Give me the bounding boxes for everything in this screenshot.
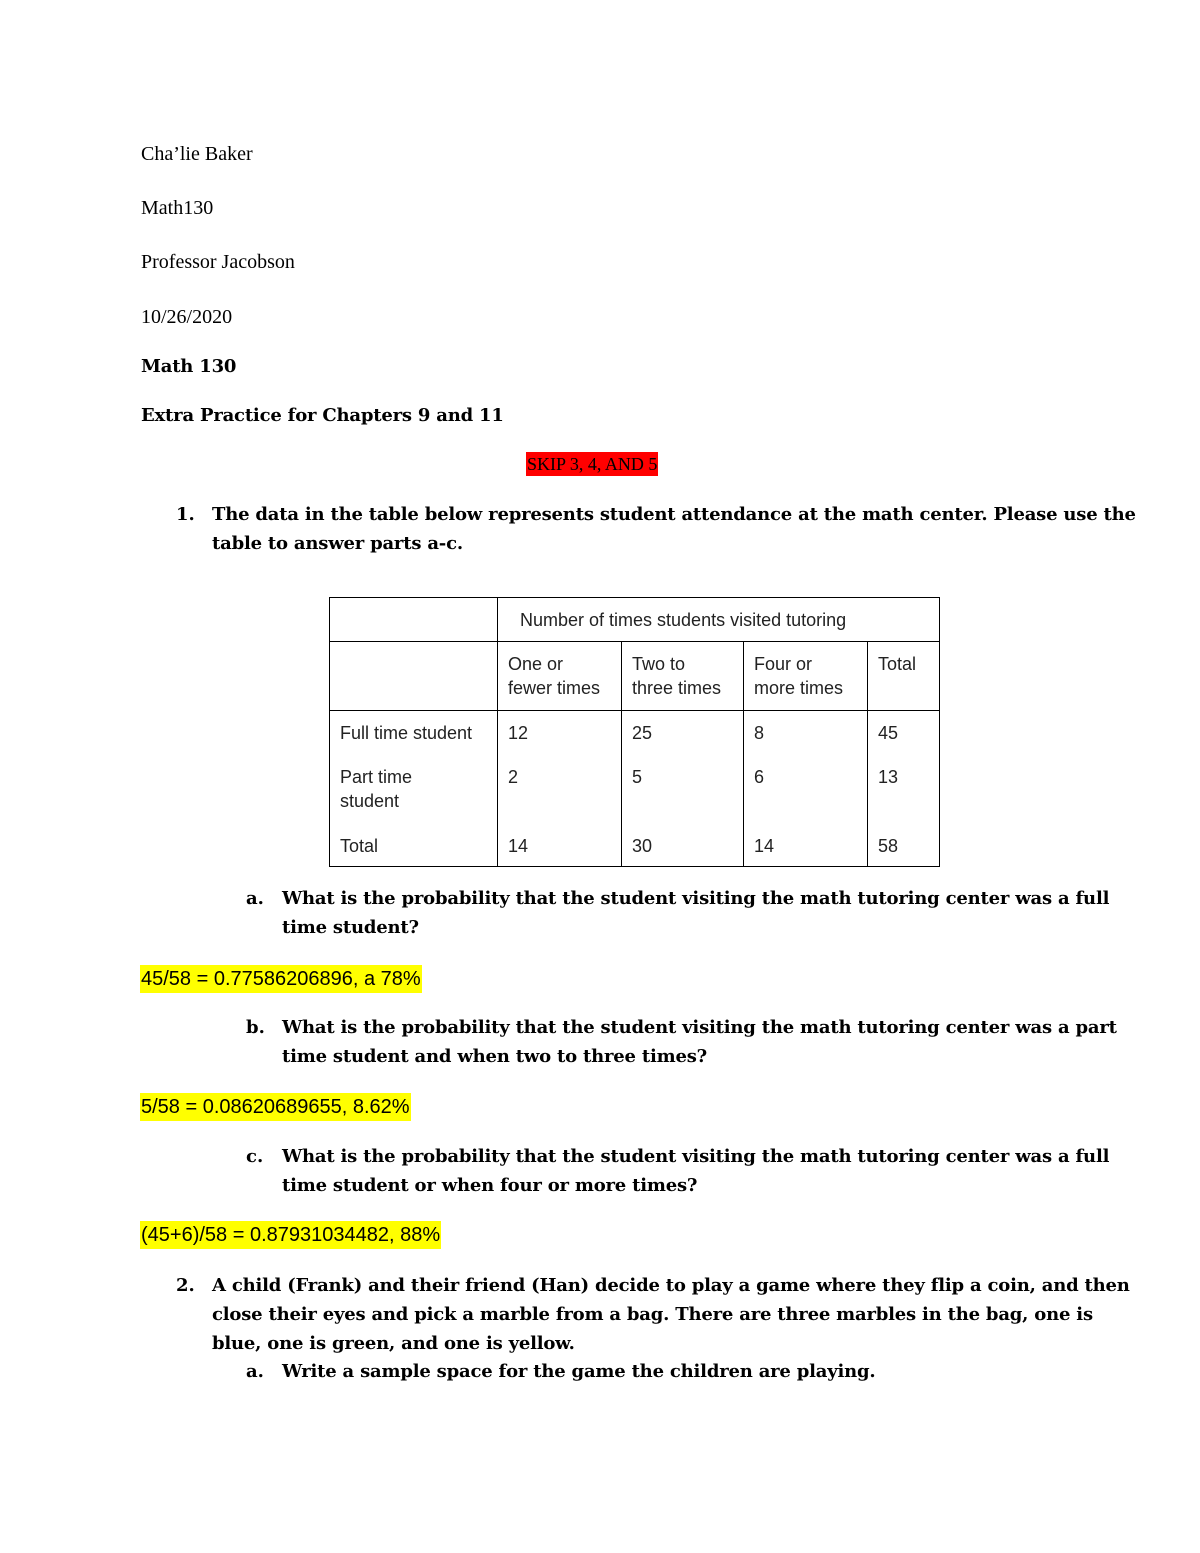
question-1-number: 1. bbox=[176, 504, 195, 525]
column-header-line: three times bbox=[632, 678, 722, 698]
column-header-line: Two to bbox=[632, 654, 686, 674]
table-value: 58 bbox=[878, 836, 899, 856]
table-value: 14 bbox=[508, 836, 529, 856]
part-a-letter: a. bbox=[246, 888, 264, 909]
question-2-part-a-text: Write a sample space for the game the children are playing. bbox=[282, 1361, 876, 1382]
assignment-title: Extra Practice for Chapters 9 and 11 bbox=[141, 405, 504, 426]
question-2-part-a-letter: a. bbox=[246, 1361, 264, 1382]
table-corner-cell bbox=[330, 598, 498, 642]
part-a-answer: 45/58 = 0.77586206896, a 78% bbox=[140, 965, 422, 993]
question-2-number: 2. bbox=[176, 1275, 195, 1296]
column-header-line: Four or bbox=[754, 654, 813, 674]
question-1-line-2: table to answer parts a-c. bbox=[212, 533, 463, 554]
row-label: Part time bbox=[340, 767, 413, 787]
part-c-answer: (45+6)/58 = 0.87931034482, 88% bbox=[140, 1221, 441, 1249]
table-value: 8 bbox=[754, 723, 765, 743]
question-1-text bbox=[212, 500, 1136, 558]
part-a-line-2: time student? bbox=[282, 917, 419, 938]
column-header-line: Total bbox=[878, 654, 917, 674]
row-label: Total bbox=[340, 836, 379, 856]
question-2-line-3: blue, one is green, and one is yellow. bbox=[212, 1333, 575, 1354]
column-header bbox=[868, 642, 940, 711]
column-header bbox=[498, 642, 622, 711]
table-value: 25 bbox=[632, 723, 653, 743]
part-c-line-2: time student or when four or more times? bbox=[282, 1175, 698, 1196]
course-code: Math130 bbox=[141, 197, 214, 219]
row-labels-cell bbox=[330, 711, 498, 867]
question-2-line-1: A child (Frank) and their friend (Han) decide to play a game where they flip a coin, and then bbox=[212, 1275, 1130, 1296]
row-label: Full time student bbox=[340, 723, 473, 743]
group-header-text: Number of times students visited tutoring bbox=[520, 610, 847, 630]
column-values-cell bbox=[498, 711, 622, 867]
column-values-cell bbox=[622, 711, 744, 867]
table-value: 13 bbox=[878, 767, 899, 787]
part-a-question bbox=[282, 884, 1109, 942]
part-b-answer: 5/58 = 0.08620689655, 8.62% bbox=[140, 1093, 411, 1121]
part-c-line-1: What is the probability that the student visiting the math tutoring center was a full bbox=[282, 1146, 1110, 1167]
question-2-line-2: close their eyes and pick a marble from a bag. There are three marbles in the bag, one is bbox=[212, 1304, 1093, 1325]
column-header-line: fewer times bbox=[508, 678, 601, 698]
student-name: Cha’lie Baker bbox=[141, 143, 253, 165]
part-b-question bbox=[282, 1013, 1117, 1071]
skip-note: SKIP 3, 4, AND 5 bbox=[527, 454, 658, 474]
question-1-line-1: The data in the table below represents student attendance at the math center. Please use the bbox=[212, 504, 1136, 525]
column-values-cell bbox=[868, 711, 940, 867]
table-group-header bbox=[498, 598, 940, 642]
course-title: Math 130 bbox=[141, 356, 237, 377]
professor-name: Professor Jacobson bbox=[141, 251, 295, 273]
row-label: student bbox=[340, 791, 400, 811]
part-c-letter: c. bbox=[246, 1146, 264, 1167]
part-b-letter: b. bbox=[246, 1017, 265, 1038]
table-value: 2 bbox=[508, 767, 519, 787]
column-header bbox=[622, 642, 744, 711]
attendance-table bbox=[329, 597, 940, 867]
part-c-question bbox=[282, 1142, 1109, 1200]
table-value: 14 bbox=[754, 836, 775, 856]
table-empty-header-cell bbox=[330, 642, 498, 711]
column-header-line: more times bbox=[754, 678, 844, 698]
column-values-cell bbox=[744, 711, 868, 867]
question-2-text bbox=[212, 1271, 1130, 1358]
table-value: 30 bbox=[632, 836, 653, 856]
table-value: 45 bbox=[878, 723, 899, 743]
part-a-line-1: What is the probability that the student visiting the math tutoring center was a full bbox=[282, 888, 1110, 909]
date: 10/26/2020 bbox=[141, 306, 233, 328]
table-value: 6 bbox=[754, 767, 765, 787]
part-b-line-2: time student and when two to three times? bbox=[282, 1046, 708, 1067]
table-value: 5 bbox=[632, 767, 643, 787]
part-b-line-1: What is the probability that the student visiting the math tutoring center was a part bbox=[282, 1017, 1117, 1038]
column-header bbox=[744, 642, 868, 711]
table-value: 12 bbox=[508, 723, 529, 743]
column-header-line: One or bbox=[508, 654, 564, 674]
